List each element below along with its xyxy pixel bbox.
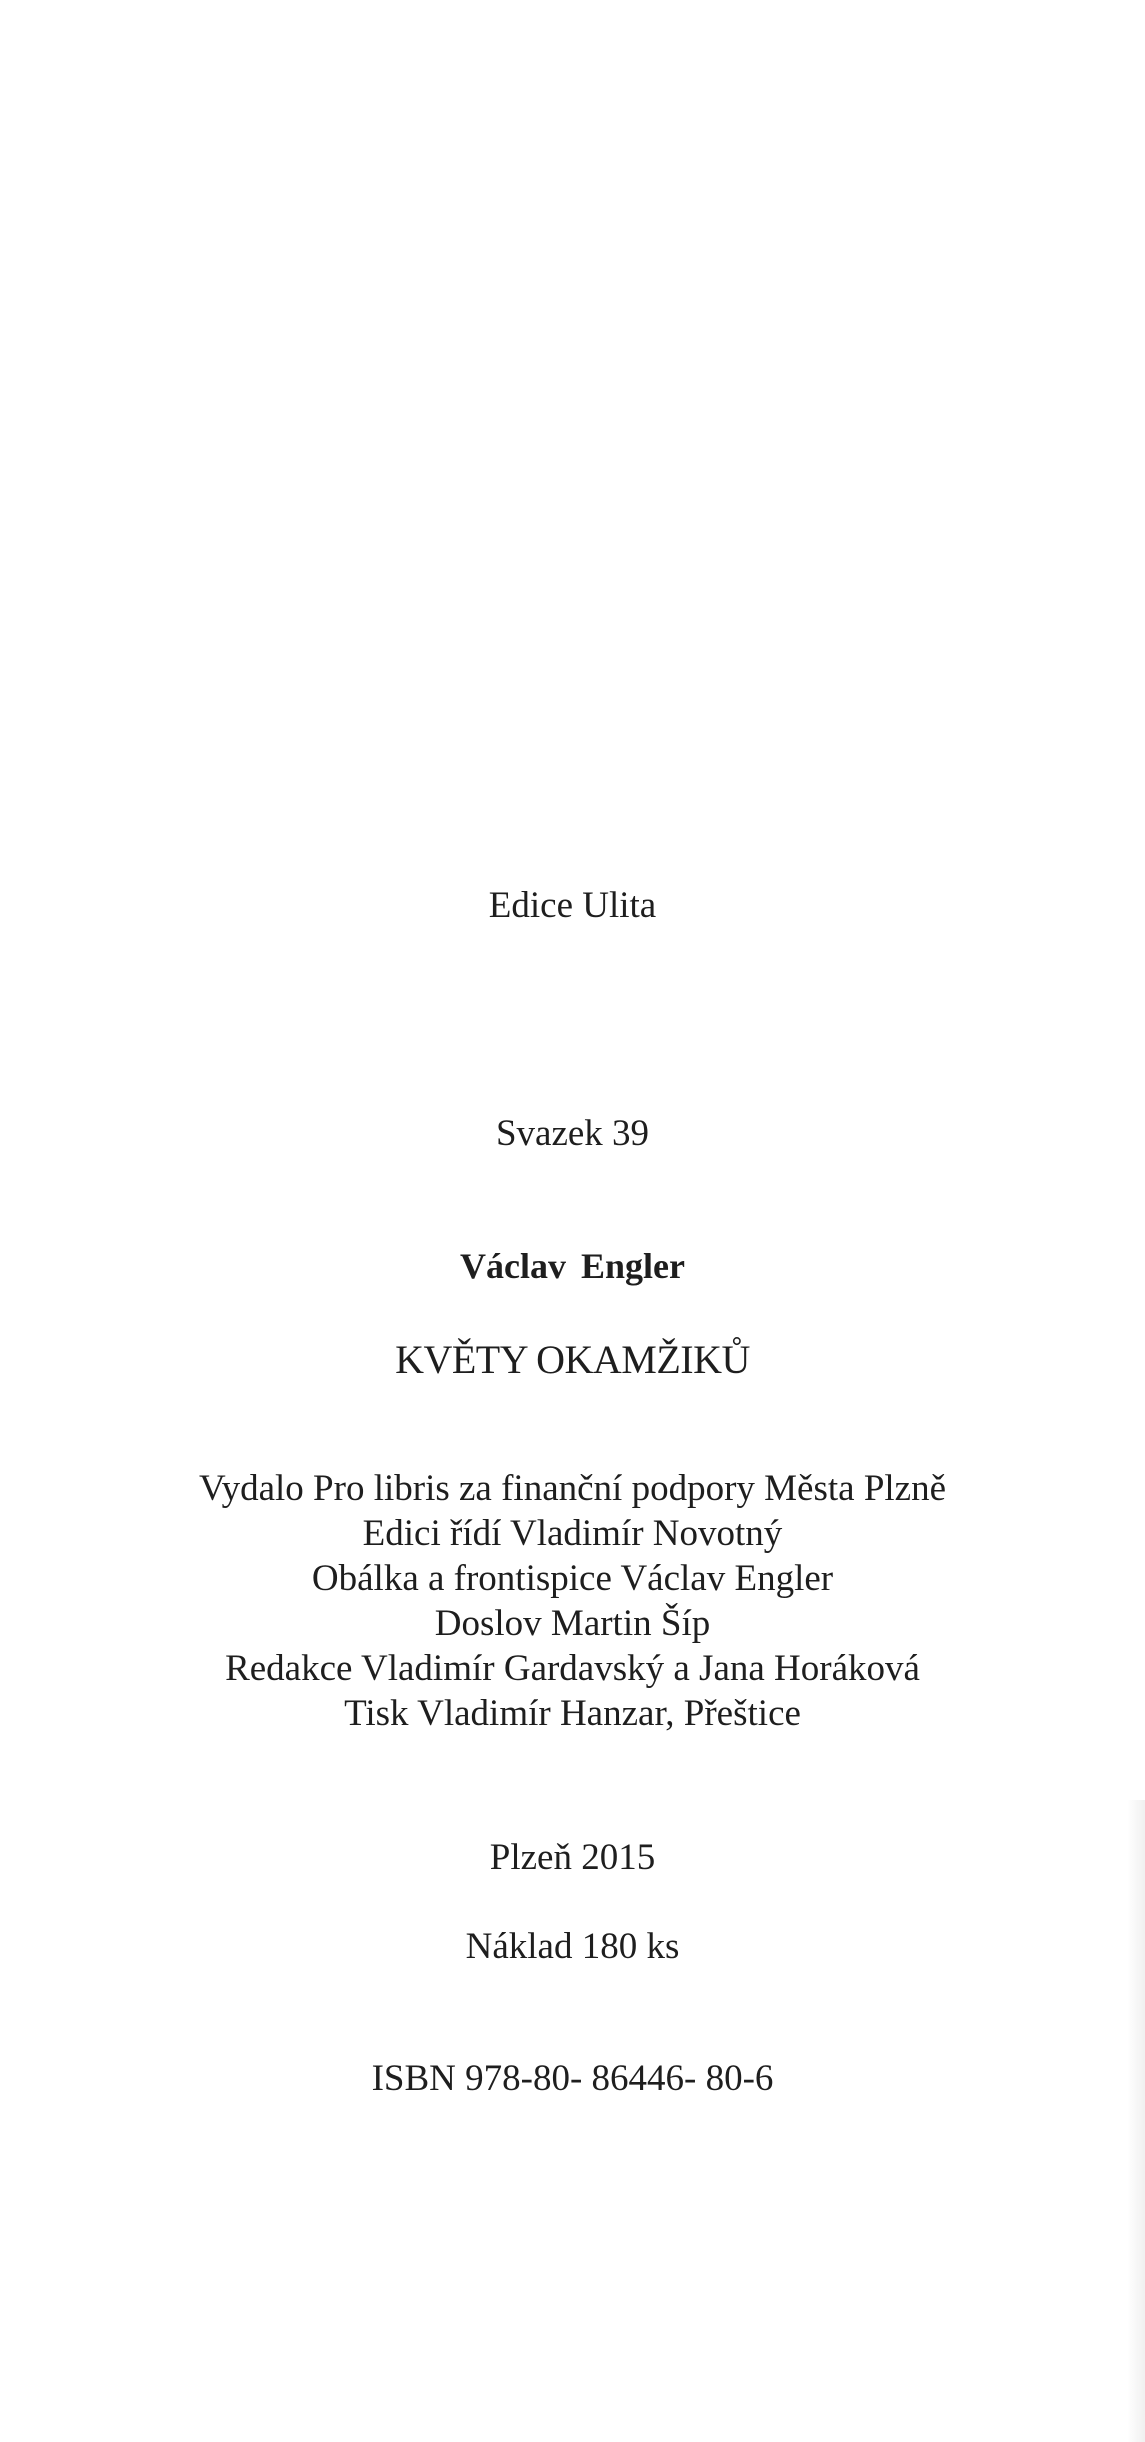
- credit-editor: Edici řídí Vladimír Novotný: [362, 1513, 783, 1554]
- isbn: ISBN 978-80- 86446- 80-6: [371, 2058, 774, 2099]
- credits-list: [0, 1466, 1145, 1736]
- page-edge-shadow: [1127, 1800, 1145, 2442]
- author-name: Václav Engler: [460, 1246, 685, 1286]
- credit-editorial: Redakce Vladimír Gardavský a Jana Horáková: [225, 1648, 920, 1689]
- book-title: KVĚTY OKAMŽIKŮ: [395, 1337, 750, 1382]
- place-year: Plzeň 2015: [489, 1837, 656, 1878]
- credit-cover: Obálka a frontispice Václav Engler: [311, 1558, 834, 1599]
- edition-name: Edice Ulita: [488, 885, 657, 926]
- credit-publisher: Vydalo Pro libris za finanční podpory Města Plzně: [198, 1468, 947, 1509]
- credit-afterword: Doslov Martin Šíp: [434, 1603, 711, 1644]
- print-run: Náklad 180 ks: [465, 1926, 680, 1967]
- credit-print: Tisk Vladimír Hanzar, Přeštice: [344, 1693, 801, 1734]
- volume-number: Svazek 39: [495, 1113, 650, 1154]
